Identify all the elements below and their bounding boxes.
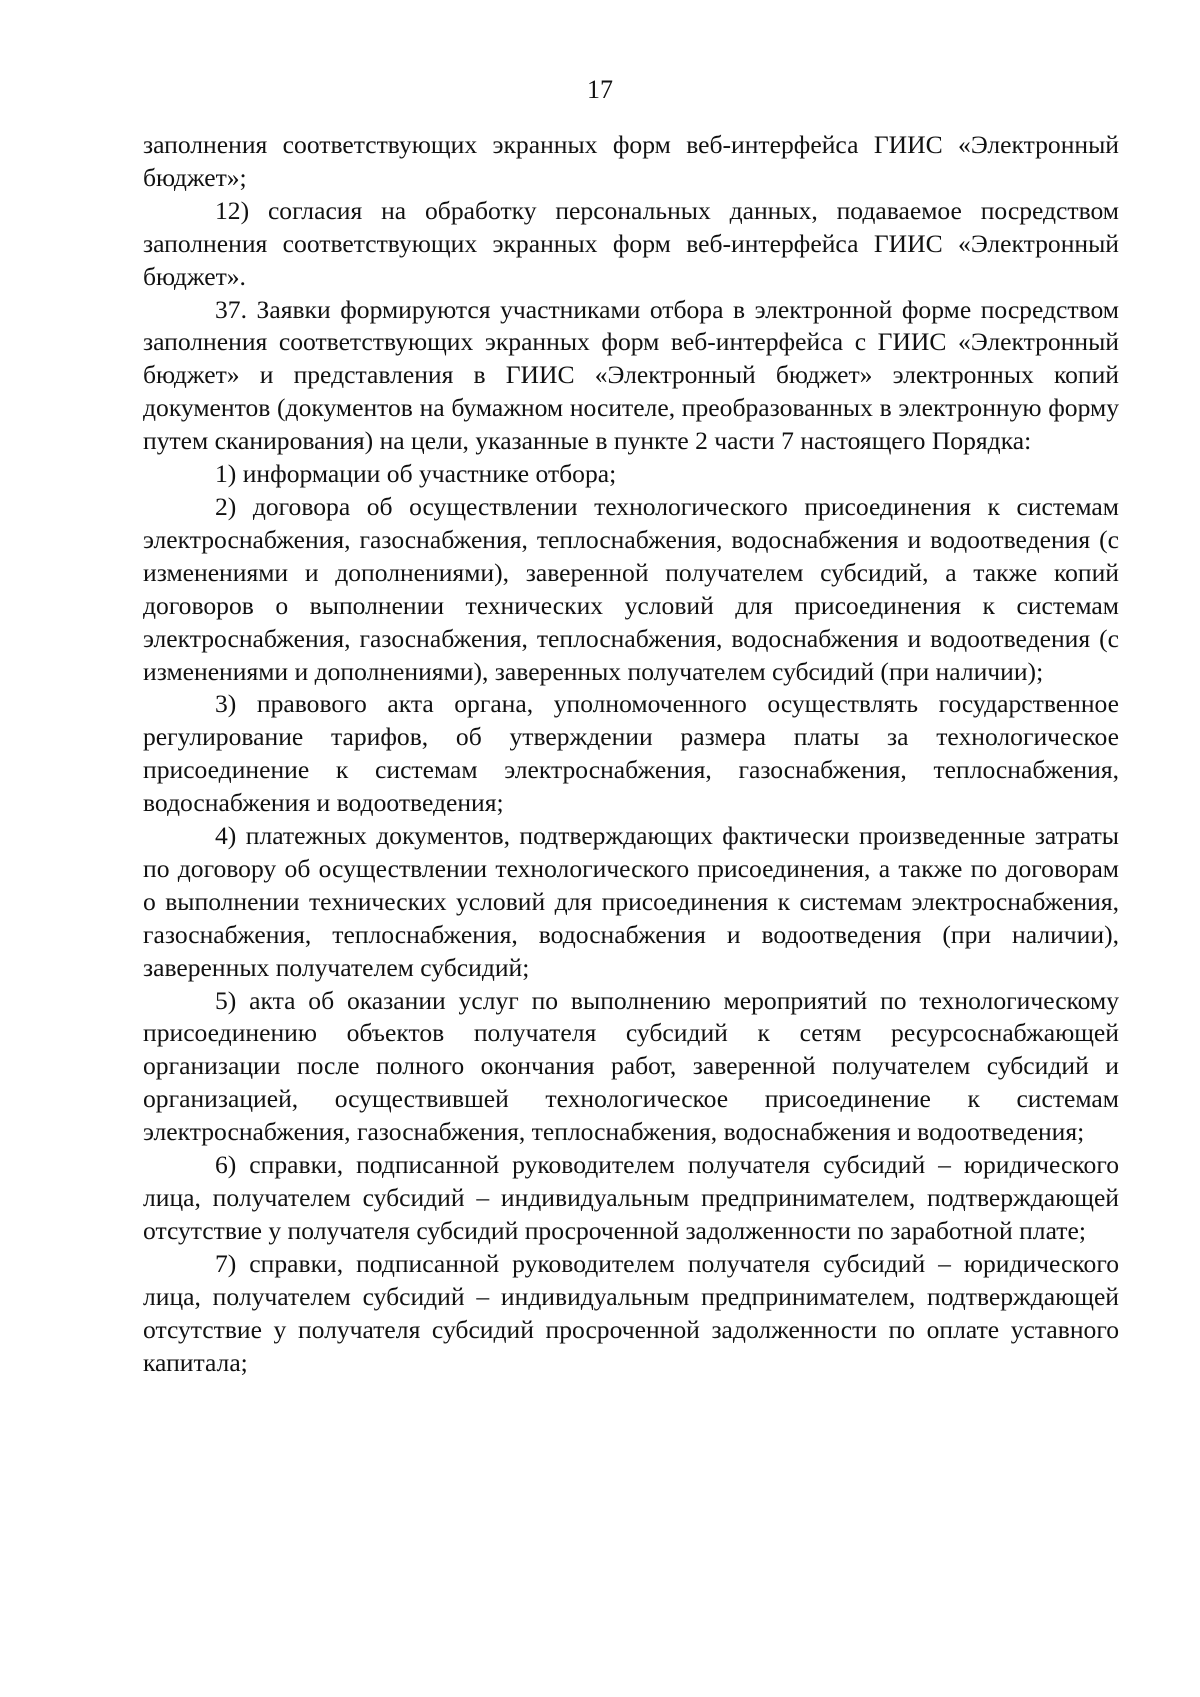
paragraph-item-7: 7) справки, подписанной руководителем получателя субсидий – юридического лица, получателем субсидий – индивидуальным предпринимателем, подтверждающей отсутствие у получателя субсидий просроченной задолженности по оплате уставного капитала; xyxy=(143,1248,1119,1377)
paragraph-continuation: заполнения соответствующих экранных форм веб-интерфейса ГИИС «Электронный бюджет»; xyxy=(143,130,1119,192)
document-body xyxy=(143,129,1119,1379)
paragraph-item-1: 1) информации об участнике отбора; xyxy=(215,459,617,489)
paragraph-item-6: 6) справки, подписанной руководителем получателя субсидий – юридического лица, получателем субсидий – индивидуальным предпринимателем, подтверждающей отсутствие у получателя субсидий просроченной задолженности по заработной плате; xyxy=(143,1150,1119,1245)
page-number: 17 xyxy=(587,75,613,104)
paragraph-clause-37: 37. Заявки формируются участниками отбора в электронной форме посредством заполнения соответствующих экранных форм веб-интерфейса с ГИИС «Электронный бюджет» и представления в ГИИС «Электронный бюджет» электронных копий документов (документов на бумажном носителе, преобразованных в электронную форму путем сканирования) на цели, указанные в пункте 2 части 7 настоящего Порядка: xyxy=(143,294,1119,456)
paragraph-item-12: 12) согласия на обработку персональных данных, подаваемое посредством заполнения соответствующих экранных форм веб-интерфейса ГИИС «Электронный бюджет». xyxy=(143,195,1119,291)
paragraph-item-4: 4) платежных документов, подтверждающих фактически произведенные затраты по договору об осуществлении технологического присоединения, а также по договорам о выполнении технических условий для присоединения к системам электроснабжения, газоснабжения, теплоснабжения, водоснабжения и водоотведения (при наличии), заверенных получателем субсидий; xyxy=(143,821,1119,982)
paragraph-item-3: 3) правового акта органа, уполномоченного осуществлять государственное регулирование тарифов, об утверждении размера платы за технологическое присоединение к системам электроснабжения, газоснабжения, теплоснабжения, водоснабжения и водоотведения; xyxy=(143,689,1119,818)
paragraph-item-2: 2) договора об осуществлении технологического присоединения к системам электроснабжения, газоснабжения, теплоснабжения, водоснабжения и водоотведения (с изменениями и дополнениями), заверенной получателем субсидий, а также копий договоров о выполнении технических условий для присоединения к системам электроснабжения, газоснабжения, теплоснабжения, водоснабжения и водоотведения (с изменениями и дополнениями), заверенных получателем субсидий (при наличии); xyxy=(143,491,1119,686)
paragraph-item-5: 5) акта об оказании услуг по выполнению мероприятий по технологическому присоединению объектов получателя субсидий к сетям ресурсоснабжающей организации после полного окончания работ, заверенной получателем субсидий и организацией, осуществившей технологическое присоединение к системам электроснабжения, газоснабжения, теплоснабжения, водоснабжения и водоотведения; xyxy=(143,985,1119,1147)
